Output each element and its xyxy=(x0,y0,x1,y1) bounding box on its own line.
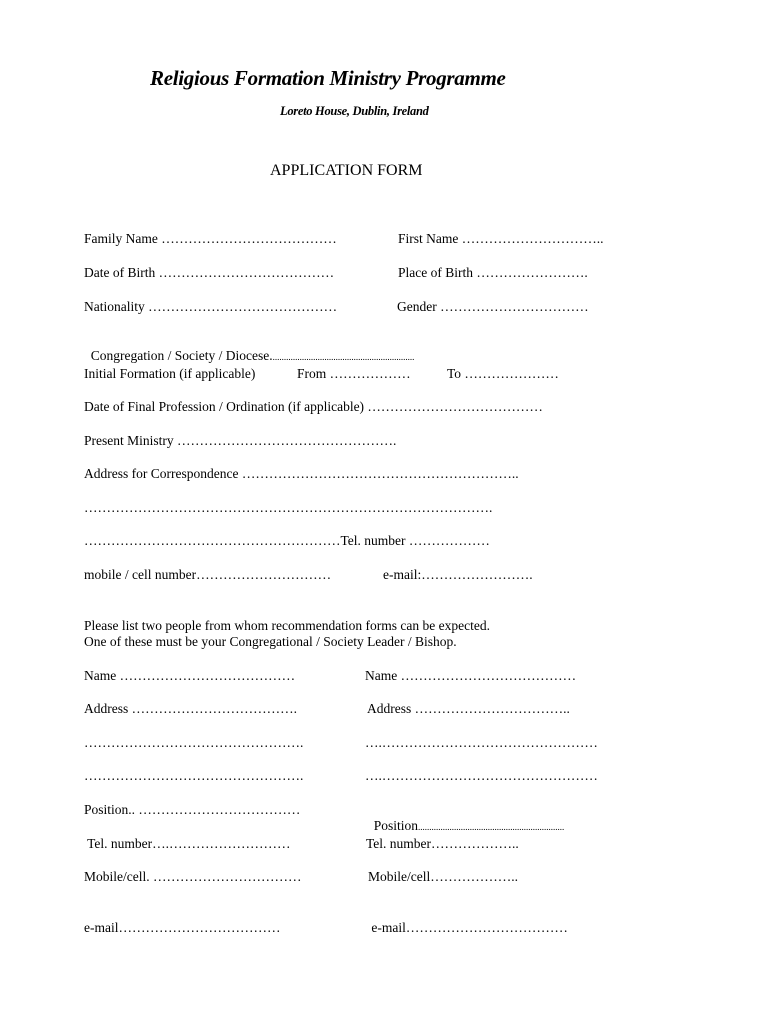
formation-from-field[interactable]: From ……………… xyxy=(297,366,411,381)
family-name-field[interactable]: Family Name ………………………………… xyxy=(84,231,337,246)
address-line-2-field[interactable]: ………………………………………………………………………………. xyxy=(84,500,493,515)
referee-1-position-field[interactable]: Position.. ……………………………… xyxy=(84,802,301,817)
nationality-field[interactable]: Nationality …………………………………… xyxy=(84,299,338,314)
instructions-line-2: One of these must be your Congregational / Society Leader / Bishop. xyxy=(84,634,457,649)
referee-1-name-field[interactable]: Name ………………………………… xyxy=(84,668,296,683)
gender-field[interactable]: Gender …………………………… xyxy=(397,299,589,314)
first-name-field[interactable]: First Name ………………………….. xyxy=(398,231,604,246)
date-of-birth-field[interactable]: Date of Birth ………………………………… xyxy=(84,265,335,280)
email-field[interactable]: e-mail:……………………. xyxy=(383,567,533,582)
final-profession-field[interactable]: Date of Final Profession / Ordination (if applicable) ………………………………… xyxy=(84,399,543,414)
page-title: Religious Formation Ministry Programme xyxy=(150,66,506,90)
page-subtitle: Loreto House, Dublin, Ireland xyxy=(280,104,429,118)
present-ministry-field[interactable]: Present Ministry …………………………………………. xyxy=(84,433,397,448)
form-heading: APPLICATION FORM xyxy=(270,162,423,179)
congregation-label: Congregation / Society / Diocese. xyxy=(90,348,273,363)
formation-to-field[interactable]: To ………………… xyxy=(447,366,559,381)
referee-1-address-line-3[interactable]: …………………………………………. xyxy=(84,768,304,783)
referee-2-name-field[interactable]: Name ………………………………… xyxy=(365,668,577,683)
instructions-line-1: Please list two people from whom recommendation forms can be expected. xyxy=(84,618,491,633)
referee-2-tel-field[interactable]: Tel. number……………….. xyxy=(366,836,519,851)
address-field[interactable]: Address for Correspondence …………………………………………………….. xyxy=(84,466,519,481)
referee-1-tel-field[interactable]: Tel. number….……………………… xyxy=(84,836,291,851)
place-of-birth-field[interactable]: Place of Birth ……………………. xyxy=(398,265,588,280)
referee-2-position-label: Position xyxy=(373,818,419,833)
congregation-dots: ............................................................... xyxy=(272,352,415,362)
referee-1-address-field[interactable]: Address ………………………………. xyxy=(84,701,297,716)
mobile-field[interactable]: mobile / cell number………………………… xyxy=(84,567,332,582)
referee-2-position-dots: ................................................................. xyxy=(418,822,565,832)
referee-2-mobile-field[interactable]: Mobile/cell……………….. xyxy=(368,869,518,884)
referee-2-position-field[interactable] xyxy=(367,802,564,835)
referee-1-mobile-field[interactable]: Mobile/cell. …………………………… xyxy=(84,869,302,884)
referee-1-email-field[interactable]: e-mail……………………………… xyxy=(84,920,281,935)
referee-2-email-field[interactable]: e-mail……………………………… xyxy=(368,920,568,935)
referee-2-address-line-3[interactable]: ….………………………………………… xyxy=(365,768,598,783)
referee-2-address-field[interactable]: Address …………………………….. xyxy=(367,701,570,716)
address-line-3-tel-field[interactable]: …………………………………………………Tel. number ……………… xyxy=(84,533,490,548)
referee-2-address-line-2[interactable]: ….………………………………………… xyxy=(365,735,598,750)
referee-1-address-line-2[interactable]: …………………………………………. xyxy=(84,735,304,750)
congregation-field[interactable] xyxy=(84,332,414,365)
initial-formation-label: Initial Formation (if applicable) xyxy=(84,366,256,381)
